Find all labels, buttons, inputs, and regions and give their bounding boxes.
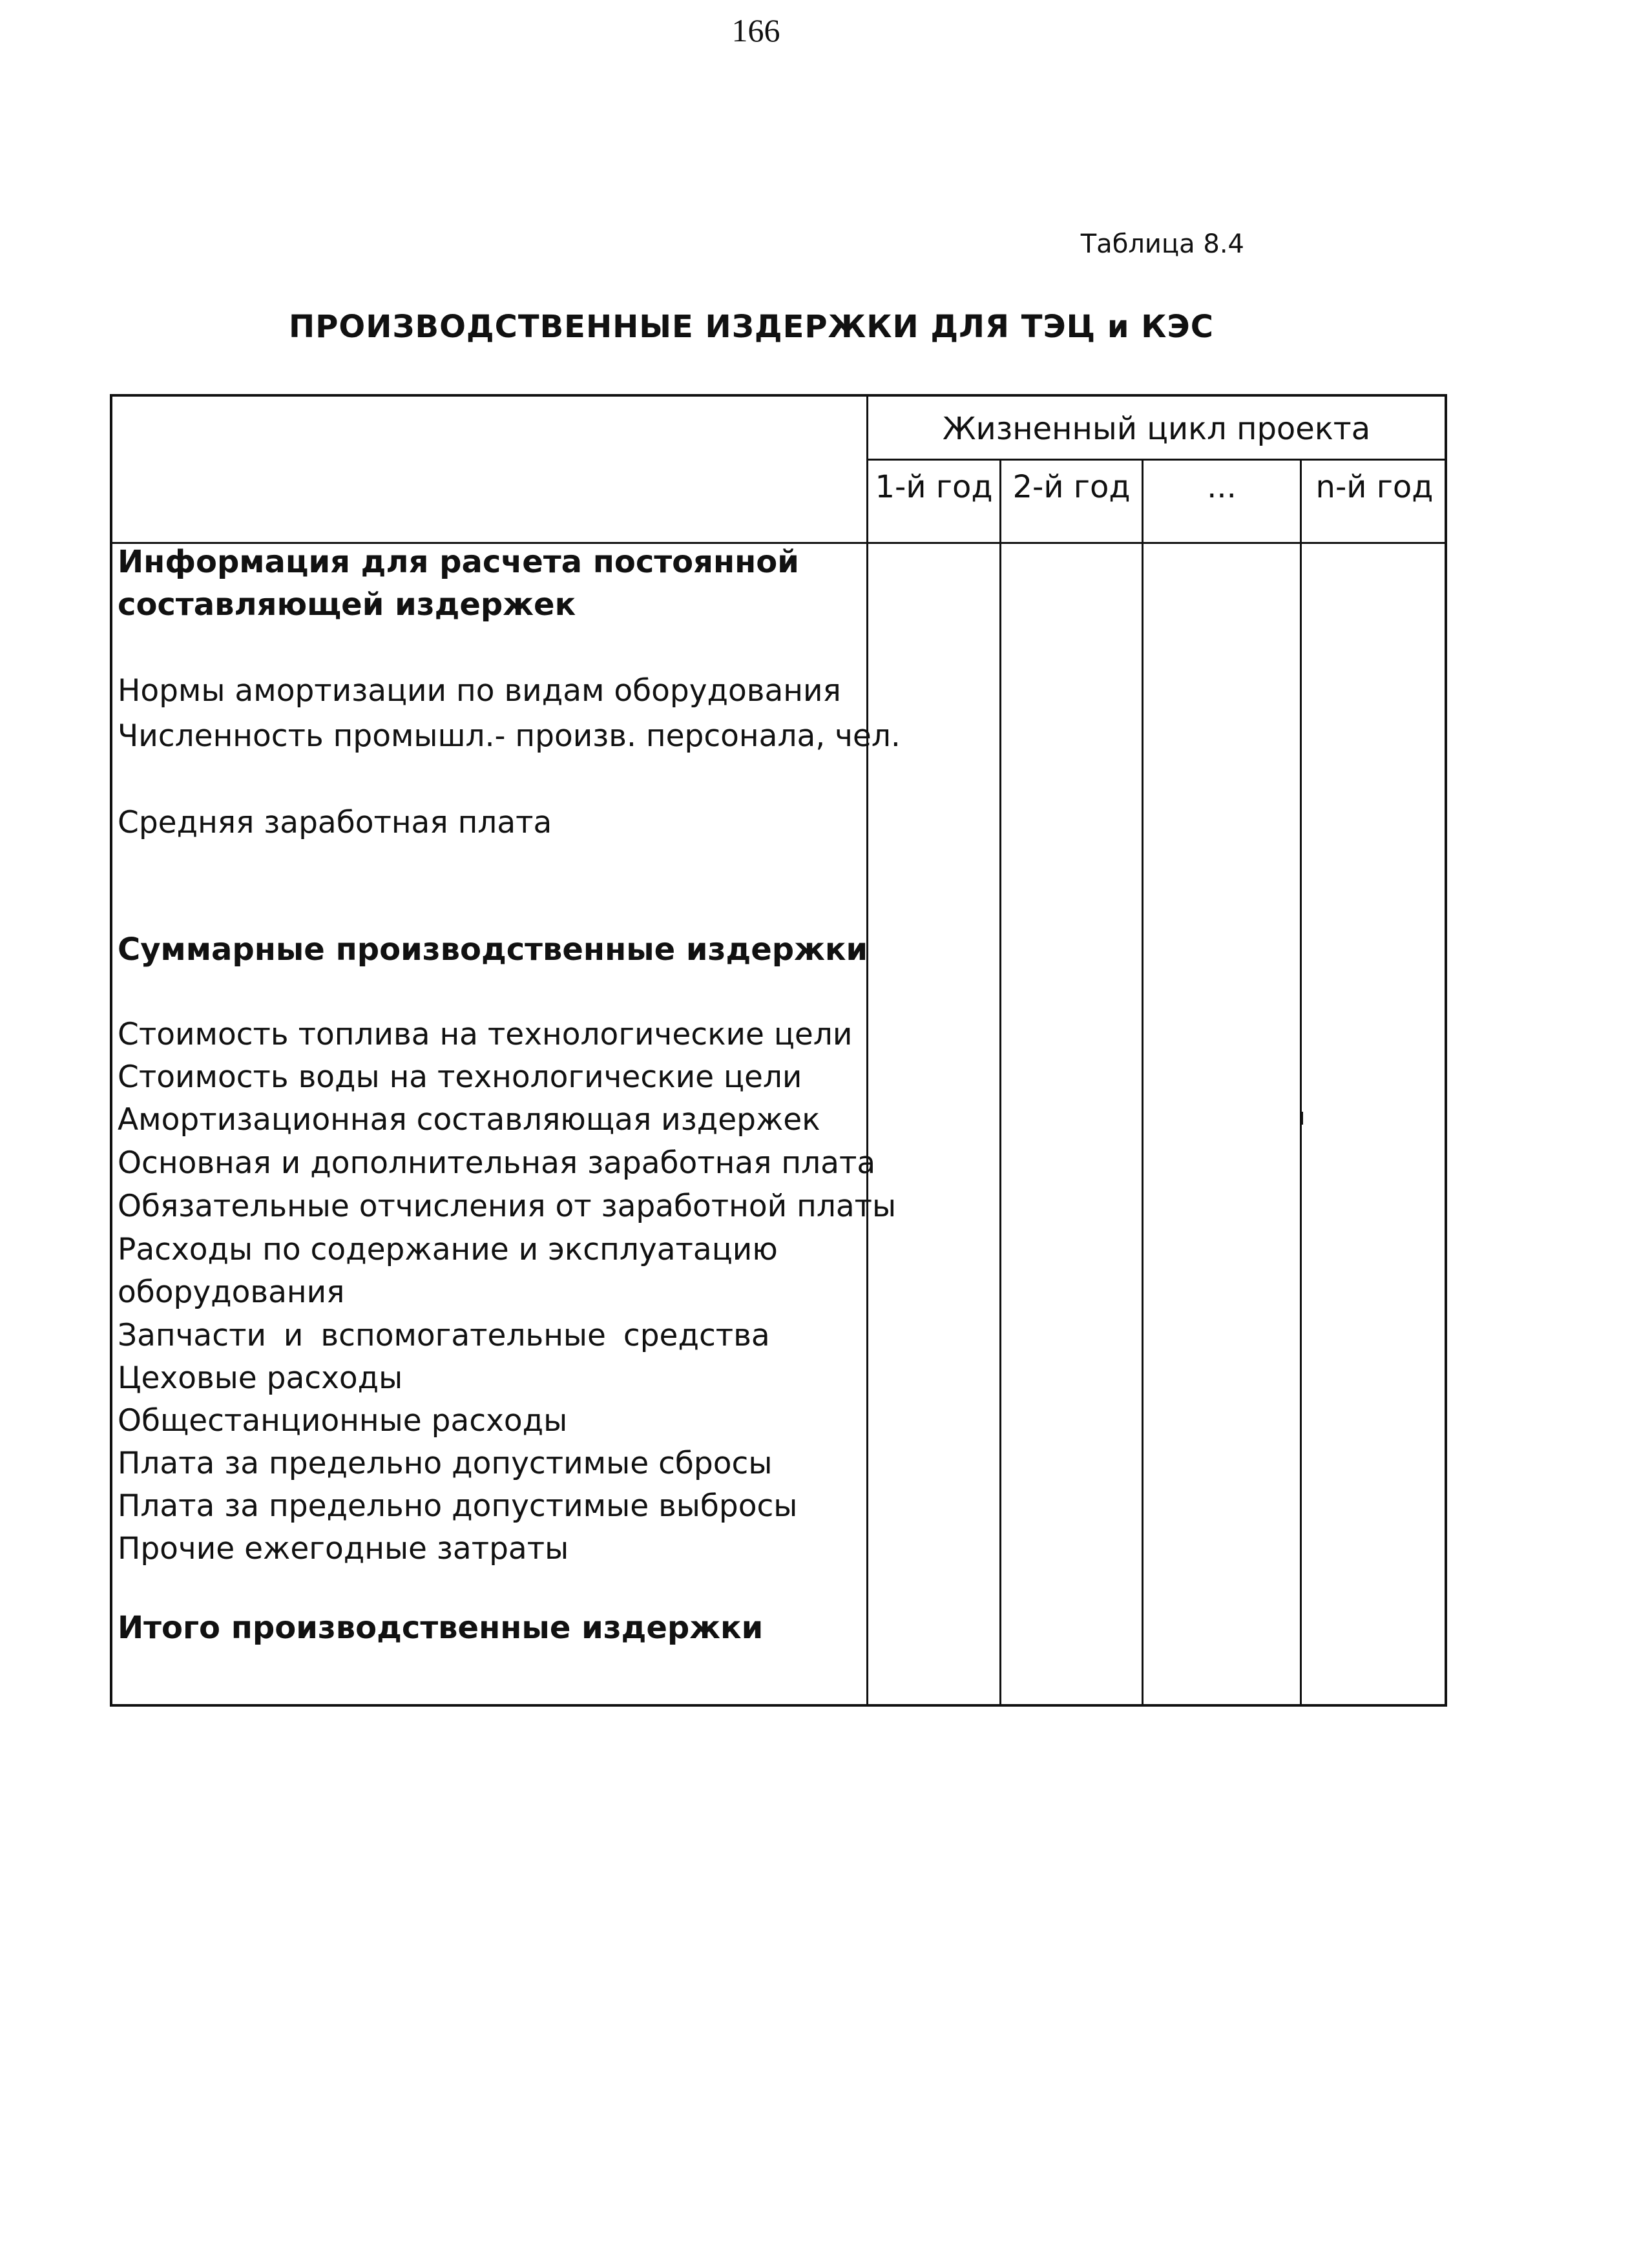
year-header-n: n-й год	[1315, 469, 1434, 505]
table-row-label: Обязательные отчисления от заработной платы	[118, 1189, 897, 1224]
column-divider	[999, 460, 1001, 1704]
year-header-ellipsis: ...	[1207, 469, 1237, 505]
table-row-label: Расходы по содержание и эксплуатацию	[118, 1232, 778, 1267]
table-row-label: Основная и дополнительная заработная плата	[118, 1145, 876, 1181]
table-row-label: Прочие ежегодные затраты	[118, 1531, 569, 1566]
table-row-label: Стоимость воды на технологические цели	[118, 1059, 802, 1095]
table-row-label: Запчасти и вспомогательные средства	[118, 1318, 770, 1353]
section-heading-total-costs: Суммарные производственные издержки	[118, 931, 868, 968]
lifecycle-header: Жизненный цикл проекта	[942, 411, 1371, 447]
column-divider	[866, 397, 868, 1704]
document-title: ПРОИЗВОДСТВЕННЫЕ ИЗДЕРЖКИ ДЛЯ ТЭЦ и КЭС	[289, 309, 1214, 345]
costs-table	[110, 394, 1447, 1707]
table-row-label: Стоимость топлива на технологические цели	[118, 1017, 853, 1052]
section-heading-fixed-costs: составляющей издержек	[118, 587, 576, 623]
section-heading-fixed-costs: Информация для расчета постоянной	[118, 544, 799, 580]
table-row-label: Плата за предельно допустимые выбросы	[118, 1488, 798, 1524]
table-row-label: Общестанционные расходы	[118, 1403, 568, 1439]
year-header-2: 2-й год	[1012, 469, 1131, 505]
table-row-label: Амортизационная составляющая издержек	[118, 1102, 820, 1138]
column-divider	[1142, 460, 1144, 1704]
table-row-label: Нормы амортизации по видам оборудования	[118, 673, 841, 709]
page-number: 166	[731, 12, 780, 48]
row-divider	[866, 459, 1445, 461]
section-heading-grand-total: Итого производственные издержки	[118, 1610, 764, 1646]
table-row-label: Плата за предельно допустимые сбросы	[118, 1446, 773, 1481]
table-caption: Таблица 8.4	[1080, 229, 1244, 259]
table-row-label: Средняя заработная плата	[118, 805, 552, 840]
table-row-label: оборудования	[118, 1274, 345, 1310]
stray-mark	[1301, 1112, 1306, 1125]
year-header-1: 1-й год	[875, 469, 993, 505]
column-divider	[1300, 460, 1302, 1704]
table-row-label: Численность промышл.- произв. персонала, чел.	[118, 718, 901, 754]
table-row-label: Цеховые расходы	[118, 1360, 403, 1396]
